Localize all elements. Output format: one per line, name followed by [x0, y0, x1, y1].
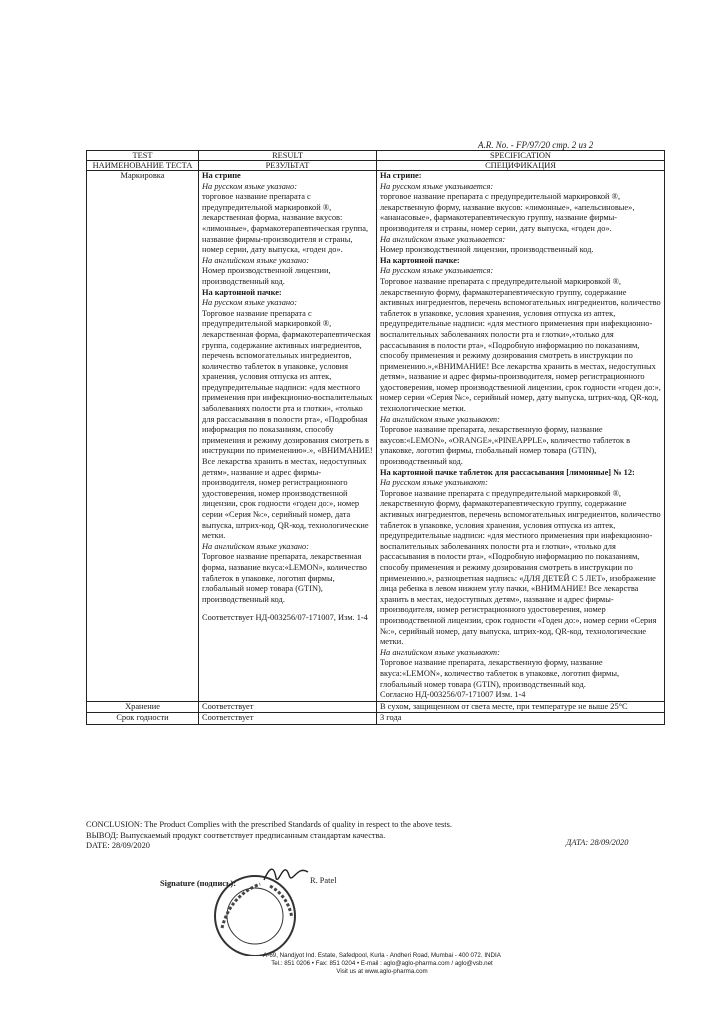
result-carton-ru-label: На русском языке указано: [202, 298, 298, 308]
col-test-en: TEST [87, 151, 199, 161]
shelf-life-label: Срок годности [87, 713, 199, 725]
date-left: DATE: 28/09/2020 [86, 841, 150, 850]
marking-spec [377, 171, 665, 702]
result-strip-en-label: На английском языке указано: [202, 255, 310, 265]
col-result-en: RESULT [199, 151, 377, 161]
signature-label: Signature (подпись): [160, 879, 237, 888]
spec-dispenser-ru-label: На русском языке указывают: [380, 478, 488, 488]
result-strip-heading: На стрипе [202, 171, 241, 180]
result-strip-ru-text: торговое название препарата с предупредительной маркировкой ®, лекарственная форма, название вкусов: «лимонные», фармакотерапевтическая группа, название фирмы-производителя и страны, номер серии, дату выпуска, «годен до». [202, 192, 369, 255]
spec-dispenser-en-text: Торговое название препарата, лекарственную форму, название вкуса:«LEMON», количество таблеток в упаковке, логотип фирмы, глобальный номер товара (GTIN), производственный код. [380, 658, 620, 689]
spec-strip-ru-label: На русском языке указывается: [380, 181, 494, 191]
result-strip-ru-label: На русском языке указано: [202, 181, 298, 191]
footer-web: Visit us at www.aglo-pharma.com [336, 968, 428, 976]
conclusion-ru: ВЫВОД: Выпускаемый продукт соответствует предписанным стандартам качества. [86, 830, 386, 840]
footer-contacts: Tel.: 851 0206 • Fax: 851 0204 • E-mail : aglo@aglo-pharma.com / aglo@vsb.net [271, 960, 493, 968]
handwritten-signature [262, 862, 310, 886]
spec-dispenser-heading: На картонной пачке таблеток для рассасывания [лимонные] № 12: [380, 467, 635, 477]
col-spec-ru: СПЕЦИФИКАЦИЯ [377, 161, 665, 171]
spec-carton-en-text: Торговое название препарата, лекарственную форму, название вкусов:«LEMON», «ORANGE»,«PINEAPPLE», количество таблеток в упаковке, логотип фирмы, глобальный номер товара (GTIN), производственный код. [380, 425, 631, 467]
spec-carton-en-label: На английском языке указывают: [380, 414, 500, 424]
col-test-ru: НАИМЕНОВАНИЕ ТЕСТА [87, 161, 199, 171]
col-result-ru: РЕЗУЛЬТАТ [199, 161, 377, 171]
seal-inner-ring [227, 888, 283, 944]
spec-carton-ru-label: На русском языке указывается: [380, 266, 494, 276]
storage-row [87, 701, 665, 713]
result-carton-en-label: На английском языке указано: [202, 541, 310, 551]
test-table [86, 150, 665, 725]
header-row-ru [87, 161, 665, 171]
footer-address: A-69, Nandjyot Ind. Estate, Safedpool, Kurla - Andheri Road, Mumbai - 400 072. INDIA [263, 952, 501, 959]
signatory-name: R. Patel [310, 876, 337, 885]
storage-spec: В сухом, защищенном от света месте, при температуре не выше 25°С [377, 701, 665, 713]
company-footer [232, 952, 532, 977]
ar-number: A.R. No. - FP/97/20 стр. 2 из 2 [478, 140, 594, 150]
storage-label: Хранение [87, 701, 199, 713]
shelf-life-result: Соответствует [199, 713, 377, 725]
col-spec-en: SPECIFICATION [377, 151, 665, 161]
spec-strip-heading: На стрипе: [380, 171, 422, 180]
storage-result: Соответствует [199, 701, 377, 713]
result-strip-en-text: Номер производственной лицензии, производственный код. [202, 266, 331, 286]
shelf-life-spec: 3 года [377, 713, 665, 725]
spec-dispenser-en-label: На английском языке указывают: [380, 647, 500, 657]
header-row-en [87, 151, 665, 161]
spec-strip-en-text: Номер производственной лицензии, производственный код. [380, 245, 594, 255]
shelf-life-row [87, 713, 665, 725]
result-carton-en-text: Торговое название препарата, лекарственная форма, название вкуса:«LEMON», количество таблеток в упаковке, логотип фирмы, глобальный номер товара (GTIN), производственный код. [202, 552, 367, 604]
spec-conforms: Согласно НД-003256/07-171007 Изм. 1-4 [380, 690, 526, 700]
marking-row [87, 171, 665, 702]
spec-carton-heading: На картонной пачке: [380, 255, 460, 265]
result-carton-ru-text: Торговое название препарата с предупредительной маркировкой ®, лекарственная форма, фармакотерапевтическая группа, содержание активных ингредиентов, перечень вспомогательных ингредиентов, количество таблеток в упаковке, условия хранения, условия отпуска из аптек, предупредительные надписи: «для местного применения при инфекционно-воспалительных заболеваниях полости рта и глотки», «только для рассасывания в полости рта», «Подробная информация по показаниям, способу применения и режиму дозирования смотреть в инструкции по применению».», «ВНИМАНИЕ! Все лекарства хранить в местах, недоступных детям», название и адрес фирмы-производителя, номер регистрационного удостоверения, номер производственной лицензии, срок годности «годен до:», номер серии «Серия №:», серийный номер, дата выпуска, штрих-код, QR-код, технологические метки. [202, 308, 373, 541]
date-right: ДАТА: 28/09/2020 [566, 838, 629, 847]
marking-label: Маркировка [87, 171, 199, 702]
spec-carton-ru-text: Торговое название препарата с предупредительной маркировкой ®, лекарственную форму, фармакотерапевтическую группу, содержание активных ингредиентов, перечень вспомогательных ингредиентов, количество таблеток в упаковке, условия хранения, условия отпуска из аптек, предупредительные надписи: «для местного применения при инфекционно-воспалительных заболеваниях полости рта и глотки»,«только для рассасывания в полости рта», «Подробную информацию по показаниям, способу применения и режиму дозирования смотреть в инструкции по применению.»,«ВНИМАНИЕ! Все лекарства хранить в местах, недоступных детям», название и адрес фирмы-производителя, номер регистрационного удостоверения, номер производственной лицензии, срок годности «годен до:», номер серии «Серия №:», серийный номер, дату выпуска, штрих-код, QR-код, технологические метки. [380, 276, 661, 414]
result-carton-heading: На картонной пачке: [202, 287, 282, 297]
conclusion-en: CONCLUSION: The Product Complies with the prescribed Standards of quality in respect to the above tests. [86, 820, 452, 829]
spec-dispenser-ru-text: Торговое название препарата с предупредительной маркировкой ®, лекарственную форму, фармакотерапевтическую группу, содержание активных ингредиентов, перечень вспомогательных ингредиентов, количество таблеток в упаковке, условия хранения, условия отпуска из аптек, предупредительные надписи: «для местного применения при инфекционно-воспалительных заболеваниях полости рта и глотки», «только для рассасывания в полости рта», «Подробную информацию по показаниям, способу применения и режиму дозирования смотреть в инструкции по применению.», разноцветная надпись: «ДЛЯ ДЕТЕЙ С 5 ЛЕТ», изображение лица ребенка в левом нижнем углу пачки, «ВНИМАНИЕ! Все лекарства хранить в местах, недоступных детям», название и адрес фирмы-производителя, номер регистрационного удостоверения, номер производственной лицензии, срок годности «Годен до:», номер серии «Серия №:», серийный номер, дату выпуска, штрих-код, QR-код, технологические метки. [380, 488, 661, 647]
spec-strip-en-label: На английском языке указывается: [380, 234, 506, 244]
result-conforms: Соответствует НД-003256/07-171007, Изм. 1-4 [202, 613, 368, 623]
marking-result [199, 171, 377, 702]
spec-strip-ru-text: торговое название препарата с предупредительной маркировкой ®, лекарственную форму, название вкусов: «лимонные», «апельсиновые», «ананасовые», фармакотерапевтическую группу, название фирмы-производителя и страны, номер серии, дату выпуска, «годен до». [380, 192, 635, 233]
